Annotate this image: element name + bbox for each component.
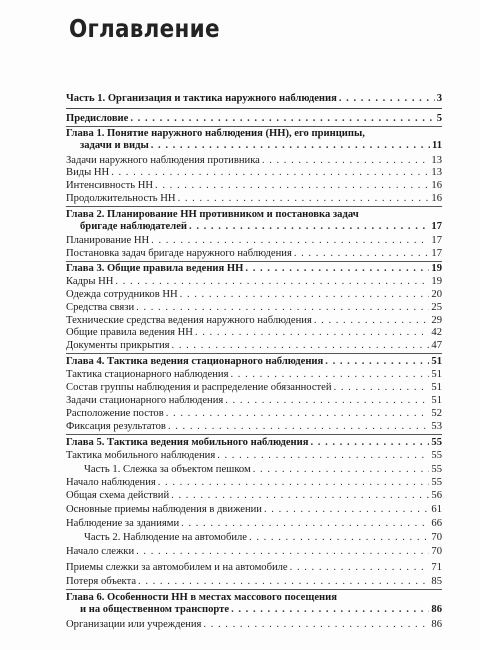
toc-entry[interactable] xyxy=(66,408,442,420)
toc-entry-chapter-5[interactable] xyxy=(66,437,442,449)
toc-entry-page: 85 xyxy=(431,576,442,587)
toc-entry-page: 56 xyxy=(431,490,442,501)
toc-entry[interactable] xyxy=(66,302,442,314)
toc-entry-text: Задачи наружного наблюдения противника xyxy=(66,155,260,166)
toc-entry-text: Задачи стационарного наблюдения xyxy=(66,395,224,406)
section-rule xyxy=(66,206,442,207)
dot-leader xyxy=(245,263,429,275)
toc-entry-text: Начало наблюдения xyxy=(66,477,156,488)
toc-entry-page: 11 xyxy=(431,140,442,151)
dot-leader xyxy=(262,155,430,167)
toc-entry-text: Тактика мобильного наблюдения xyxy=(66,450,216,461)
toc-entry-page: 55 xyxy=(431,437,442,448)
toc-entry-page: 55 xyxy=(431,477,442,488)
toc-entry-chapter-6-cont[interactable] xyxy=(80,604,442,616)
toc-entry-chapter-3[interactable] xyxy=(66,263,442,275)
section-rule xyxy=(66,434,442,435)
toc-entry-page: 86 xyxy=(431,619,442,630)
section-rule xyxy=(66,589,442,590)
toc-entry-page: 5 xyxy=(436,113,442,124)
toc-entry-text: Интенсивность НН xyxy=(66,180,154,191)
toc-entry-subpart[interactable] xyxy=(84,532,442,544)
toc-entry-subpart[interactable] xyxy=(84,464,442,476)
dot-leader xyxy=(155,180,429,192)
dot-leader xyxy=(189,221,429,233)
dot-leader xyxy=(151,140,430,152)
toc-entry[interactable] xyxy=(66,518,442,530)
toc-entry-text: Фиксация результатов xyxy=(66,421,166,432)
toc-entry-page: 17 xyxy=(431,248,442,259)
toc-entry-text: Документы прикрытия xyxy=(66,340,170,351)
toc-entry-text: Часть 1. Организация и тактика наружного наблюдения xyxy=(66,93,337,104)
toc-entry-text: Планирование НН xyxy=(66,235,150,246)
toc-entry[interactable] xyxy=(66,327,442,339)
toc-entry-page: 20 xyxy=(431,289,442,300)
toc-entry-text: Состав группы наблюдения и распределение обязанностей xyxy=(66,382,332,393)
toc-entry-text: Организации или учреждения xyxy=(66,619,202,630)
dot-leader xyxy=(171,490,429,502)
toc-entry-page: 71 xyxy=(431,562,442,573)
dot-leader xyxy=(290,562,430,574)
dot-leader xyxy=(264,504,429,516)
toc-entry[interactable] xyxy=(66,289,442,301)
toc-entry[interactable] xyxy=(66,490,442,502)
toc-entry-page: 3 xyxy=(436,93,442,104)
dot-leader xyxy=(136,302,429,314)
toc-entry-text: Начало слежки xyxy=(66,546,135,557)
dot-leader xyxy=(203,619,429,631)
toc-entry-page: 52 xyxy=(431,408,442,419)
toc-entry-text: Глава 5. Тактика ведения мобильного наблюдения xyxy=(66,437,309,448)
toc-entry[interactable] xyxy=(66,504,442,516)
section-rule xyxy=(66,353,442,354)
dot-leader xyxy=(168,421,429,433)
toc-entry[interactable] xyxy=(66,248,442,260)
toc-entry-chapter-2-cont[interactable] xyxy=(80,221,442,233)
dot-leader xyxy=(166,408,430,420)
toc-entry-text: и на общественном транспорте xyxy=(80,604,230,615)
toc-entry-text: Часть 1. Слежка за объектом пешком xyxy=(84,464,251,475)
toc-entry-text: Продолжительность НН xyxy=(66,193,176,204)
toc-entry-page: 51 xyxy=(431,395,442,406)
toc-entry-page: 55 xyxy=(431,450,442,461)
toc-entry-page: 29 xyxy=(431,315,442,326)
toc-entry-page: 25 xyxy=(431,302,442,313)
toc-entry-text: Потеря объекта xyxy=(66,576,137,587)
toc-entry-text: Средства связи xyxy=(66,302,135,313)
dot-leader xyxy=(334,382,430,394)
toc-entry[interactable] xyxy=(66,235,442,247)
dot-leader xyxy=(310,437,429,449)
toc-entry[interactable] xyxy=(66,382,442,394)
toc-entry-page: 53 xyxy=(431,421,442,432)
toc-entry-chapter-4[interactable] xyxy=(66,356,442,368)
toc-entry[interactable] xyxy=(66,155,442,167)
toc-entry-page: 17 xyxy=(431,235,442,246)
dot-leader xyxy=(325,356,429,368)
toc-entry-text: Виды НН xyxy=(66,167,110,178)
dot-leader xyxy=(231,604,429,616)
toc-entry-text: Основные приемы наблюдения в движении xyxy=(66,504,262,515)
toc-entry[interactable] xyxy=(66,276,442,288)
toc-entry-page: 86 xyxy=(431,604,442,615)
toc-entry[interactable] xyxy=(66,340,442,352)
dot-leader xyxy=(181,518,429,530)
dot-leader xyxy=(217,450,429,462)
toc-entry[interactable] xyxy=(66,421,442,433)
toc-entry-text: Общая схема действий xyxy=(66,490,170,501)
dot-leader xyxy=(230,369,429,381)
dot-leader xyxy=(225,395,429,407)
toc-entry-page: 13 xyxy=(431,167,442,178)
toc-entry-page: 51 xyxy=(431,382,442,393)
dot-leader xyxy=(180,289,430,301)
dot-leader xyxy=(178,193,430,205)
dot-leader xyxy=(172,340,430,352)
toc-entry-text: Тактика стационарного наблюдения xyxy=(66,369,229,380)
toc-entry[interactable] xyxy=(66,619,442,631)
toc-entry[interactable] xyxy=(66,315,442,327)
page-title: Оглавление xyxy=(69,14,220,43)
toc-entry-chapter-1-cont[interactable] xyxy=(80,140,442,152)
toc-entry-page: 17 xyxy=(431,221,442,232)
toc-entry[interactable] xyxy=(66,576,442,588)
toc-entry-page: 51 xyxy=(431,356,442,367)
toc-entry-text: Часть 2. Наблюдение на автомобиле xyxy=(84,532,248,543)
toc-entry-page: 19 xyxy=(431,263,442,274)
toc-entry-chapter-1[interactable] xyxy=(66,128,442,140)
dot-leader xyxy=(111,167,429,179)
toc-entry-text: бригаде наблюдателей xyxy=(80,221,188,232)
toc-entry[interactable] xyxy=(66,477,442,489)
section-rule xyxy=(66,126,442,127)
toc-entry-page: 13 xyxy=(431,155,442,166)
dot-leader xyxy=(195,327,429,339)
dot-leader xyxy=(249,532,429,544)
toc-entry[interactable] xyxy=(66,450,442,462)
toc-entry[interactable] xyxy=(66,546,442,558)
toc-entry-text: Глава 2. Планирование НН противником и постановка задач xyxy=(66,209,359,220)
toc-entry-page: 16 xyxy=(431,193,442,204)
section-rule xyxy=(66,261,442,262)
toc-entry-text: Приемы слежки за автомобилем и на автомобиле xyxy=(66,562,288,573)
dot-leader xyxy=(294,248,430,260)
toc-entry-preface[interactable] xyxy=(66,113,442,125)
toc-entry-part-1[interactable] xyxy=(66,93,442,105)
toc-entry[interactable] xyxy=(66,167,442,179)
toc-entry[interactable] xyxy=(66,193,442,205)
toc-entry-text: Одежда сотрудников НН xyxy=(66,289,178,300)
dot-leader xyxy=(158,477,430,489)
dot-leader xyxy=(253,464,430,476)
toc-entry-text: Глава 4. Тактика ведения стационарного наблюдения xyxy=(66,356,324,367)
toc-entry-page: 55 xyxy=(431,464,442,475)
toc-entry-chapter-2[interactable] xyxy=(66,209,442,221)
dot-leader xyxy=(130,113,434,125)
dot-leader xyxy=(314,315,430,327)
toc-entry-page: 70 xyxy=(431,532,442,543)
toc-entry-text: Общие правила ведения НН xyxy=(66,327,193,338)
toc-entry-chapter-6[interactable] xyxy=(66,592,442,604)
toc-entry-text: Глава 1. Понятие наружного наблюдения (НН), его принципы, xyxy=(66,128,365,139)
toc-entry-page: 16 xyxy=(431,180,442,191)
dot-leader xyxy=(115,276,429,288)
toc-entry-text: Кадры НН xyxy=(66,276,114,287)
dot-leader xyxy=(151,235,429,247)
toc-entry[interactable] xyxy=(66,395,442,407)
toc-entry-page: 61 xyxy=(431,504,442,515)
toc-entry-text: Расположение постов xyxy=(66,408,164,419)
dot-leader xyxy=(136,546,429,558)
toc-entry-text: задачи и виды xyxy=(80,140,149,151)
toc-entry-page: 70 xyxy=(431,546,442,557)
toc-entry[interactable] xyxy=(66,180,442,192)
toc-entry-text: Технические средства ведения наружного наблюдения xyxy=(66,315,312,326)
toc-entry-text: Предисловие xyxy=(66,113,129,124)
toc-entry-page: 66 xyxy=(431,518,442,529)
toc-entry-text: Постановка задач бригаде наружного наблюдения xyxy=(66,248,292,259)
toc-entry-page: 47 xyxy=(431,340,442,351)
toc-entry[interactable] xyxy=(66,369,442,381)
dot-leader xyxy=(138,576,429,588)
toc-entry-text: Глава 6. Особенности НН в местах массового посещения xyxy=(66,592,337,603)
toc-entry-page: 19 xyxy=(431,276,442,287)
toc-entry[interactable] xyxy=(66,562,442,574)
toc-entry-text: Наблюдение за зданиями xyxy=(66,518,180,529)
toc-entry-text: Глава 3. Общие правила ведения НН xyxy=(66,263,244,274)
dot-leader xyxy=(339,93,435,105)
toc-entry-page: 42 xyxy=(431,327,442,338)
toc-entry-page: 51 xyxy=(431,369,442,380)
section-rule xyxy=(66,108,442,109)
